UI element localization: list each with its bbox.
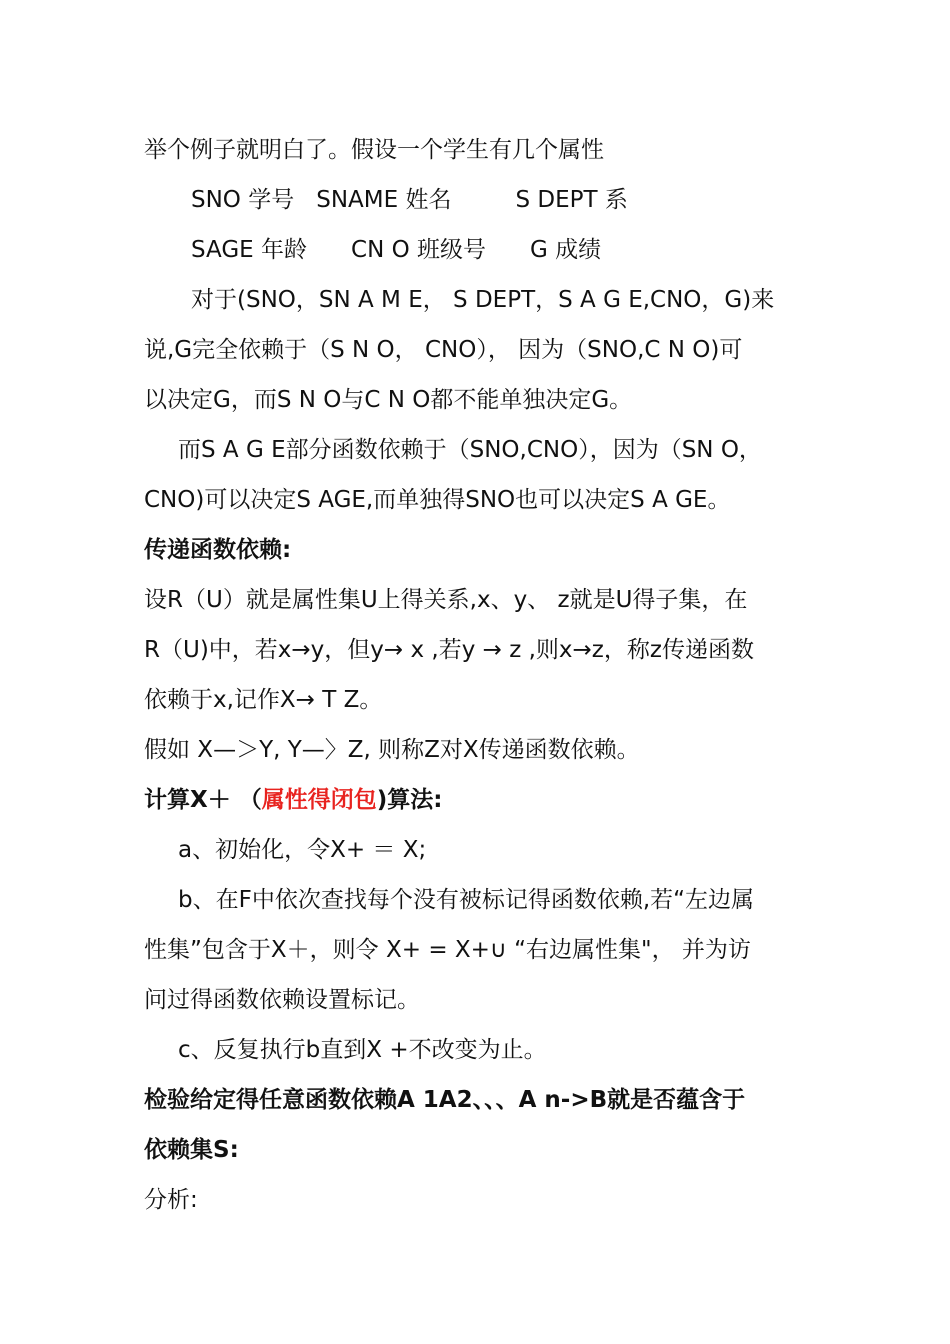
para3-line-2: R（U)中，若x→y，但y→ x ,若y → z ,则x→z，称z传递函数 (144, 637, 754, 663)
attribute-row-2 (191, 234, 812, 266)
para3-line-1: 设R（U）就是属性集U上得关系,x、y、 z就是U得子集，在 (144, 587, 748, 613)
step-b-line-2: 性集”包含于X＋，则令 X+ = X+∪ “右边属性集"， 并为访 (144, 937, 751, 963)
heading-closure-prefix: 计算X＋ （ (144, 787, 262, 813)
step-b-line-1: b、在F中依次查找每个没有被标记得函数依赖,若“左边属 (178, 887, 755, 913)
attr-sdept: S DEPT 系 (515, 187, 628, 213)
analysis-label: 分析: (144, 1187, 198, 1213)
heading-transitive: 传递函数依赖: (144, 537, 292, 563)
para1-line-1: 对于(SNO，SN A M E， S DEPT，S A G E,CNO，G)来 (191, 287, 775, 313)
attr-sno: SNO 学号 (191, 187, 295, 213)
attribute-row-1 (191, 184, 812, 216)
para4-line: 假如 X—＞Y, Y—〉Z, 则称Z对X传递函数依赖。 (144, 737, 640, 763)
step-a: a、初始化，令X+ ＝ X; (178, 837, 427, 863)
attr-g: G 成绩 (530, 237, 602, 263)
attr-cno: CN O 班级号 (351, 237, 487, 263)
step-b-line-3: 问过得函数依赖设置标记。 (144, 987, 420, 1013)
para2-line-2: CNO)可以决定S AGE,而单独得SNO也可以决定S A GE。 (144, 487, 731, 513)
intro-line: 举个例子就明白了。假设一个学生有几个属性 (144, 137, 604, 163)
heading-check-line-2: 依赖集S: (144, 1137, 239, 1163)
heading-closure (144, 784, 812, 816)
para3-line-3: 依赖于x,记作X→ T Z。 (144, 687, 383, 713)
heading-closure-suffix: )算法: (376, 787, 443, 813)
para1-line-3: 以决定G，而S N O与C N O都不能单独决定G。 (144, 387, 633, 413)
attr-sage: SAGE 年龄 (191, 237, 308, 263)
heading-closure-highlight: 属性得闭包 (261, 787, 377, 813)
heading-check-line-1: 检验给定得任意函数依赖A 1A2、、、A n->B就是否蕴含于 (144, 1087, 746, 1113)
para1-line-2: 说,G完全依赖于（S N O， CNO）， 因为（SNO,C N O)可 (144, 337, 743, 363)
attr-sname: SNAME 姓名 (316, 187, 452, 213)
step-c: c、反复执行b直到X +不改变为止。 (178, 1037, 547, 1063)
para2-line-1: 而S A G E部分函数依赖于（SNO,CNO），因为（SN O， (178, 437, 762, 463)
